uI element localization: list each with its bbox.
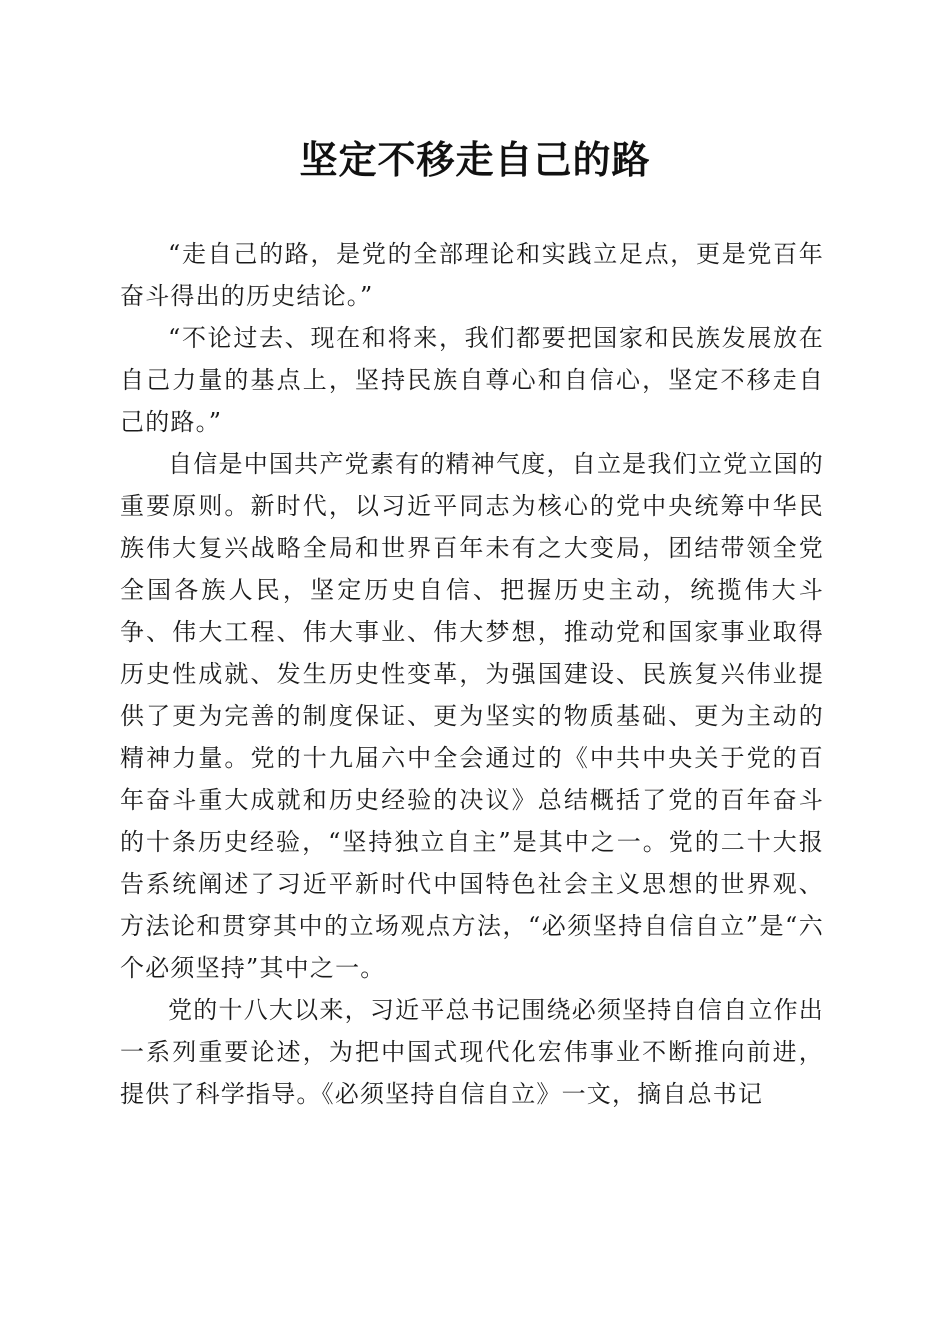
paragraph-main: 自信是中国共产党素有的精神气度，自立是我们立党立国的重要原则。新时代，以习近平同志为核心的党中央统筹中华民族伟大复兴战略全局和世界百年未有之大变局，团结带领全党全国各族人民，坚定历史自信、把握历史主动，统揽伟大斗争、伟大工程、伟大事业、伟大梦想，推动党和国家事业取得历史性成就、发生历史性变革，为强国建设、民族复兴伟业提供了更为完善的制度保证、更为坚实的物质基础、更为主动的精神力量。党的十九届六中全会通过的《中共中央关于党的百年奋斗重大成就和历史经验的决议》总结概括了党的百年奋斗的十条历史经验，“坚持独立自主”是其中之一。党的二十大报告系统阐述了习近平新时代中国特色社会主义思想的世界观、方法论和贯穿其中的立场观点方法，“必须坚持自信自立”是“六个必须坚持”其中之一。	[120, 450, 824, 982]
paragraph-quote-2: “不论过去、现在和将来，我们都要把国家和民族发展放在自己力量的基点上，坚持民族自尊心和自信心，坚定不移走自己的路。”	[120, 324, 824, 436]
document-body	[120, 233, 824, 1115]
paragraph-quote-1: “走自己的路，是党的全部理论和实践立足点，更是党百年奋斗得出的历史结论。”	[120, 240, 824, 310]
document-title: 坚定不移走自己的路	[299, 137, 651, 182]
paragraph-continuation: 党的十八大以来，习近平总书记围绕必须坚持自信自立作出一系列重要论述，为把中国式现代化宏伟事业不断推向前进，提供了科学指导。《必须坚持自信自立》一文，摘自总书记	[120, 996, 824, 1108]
